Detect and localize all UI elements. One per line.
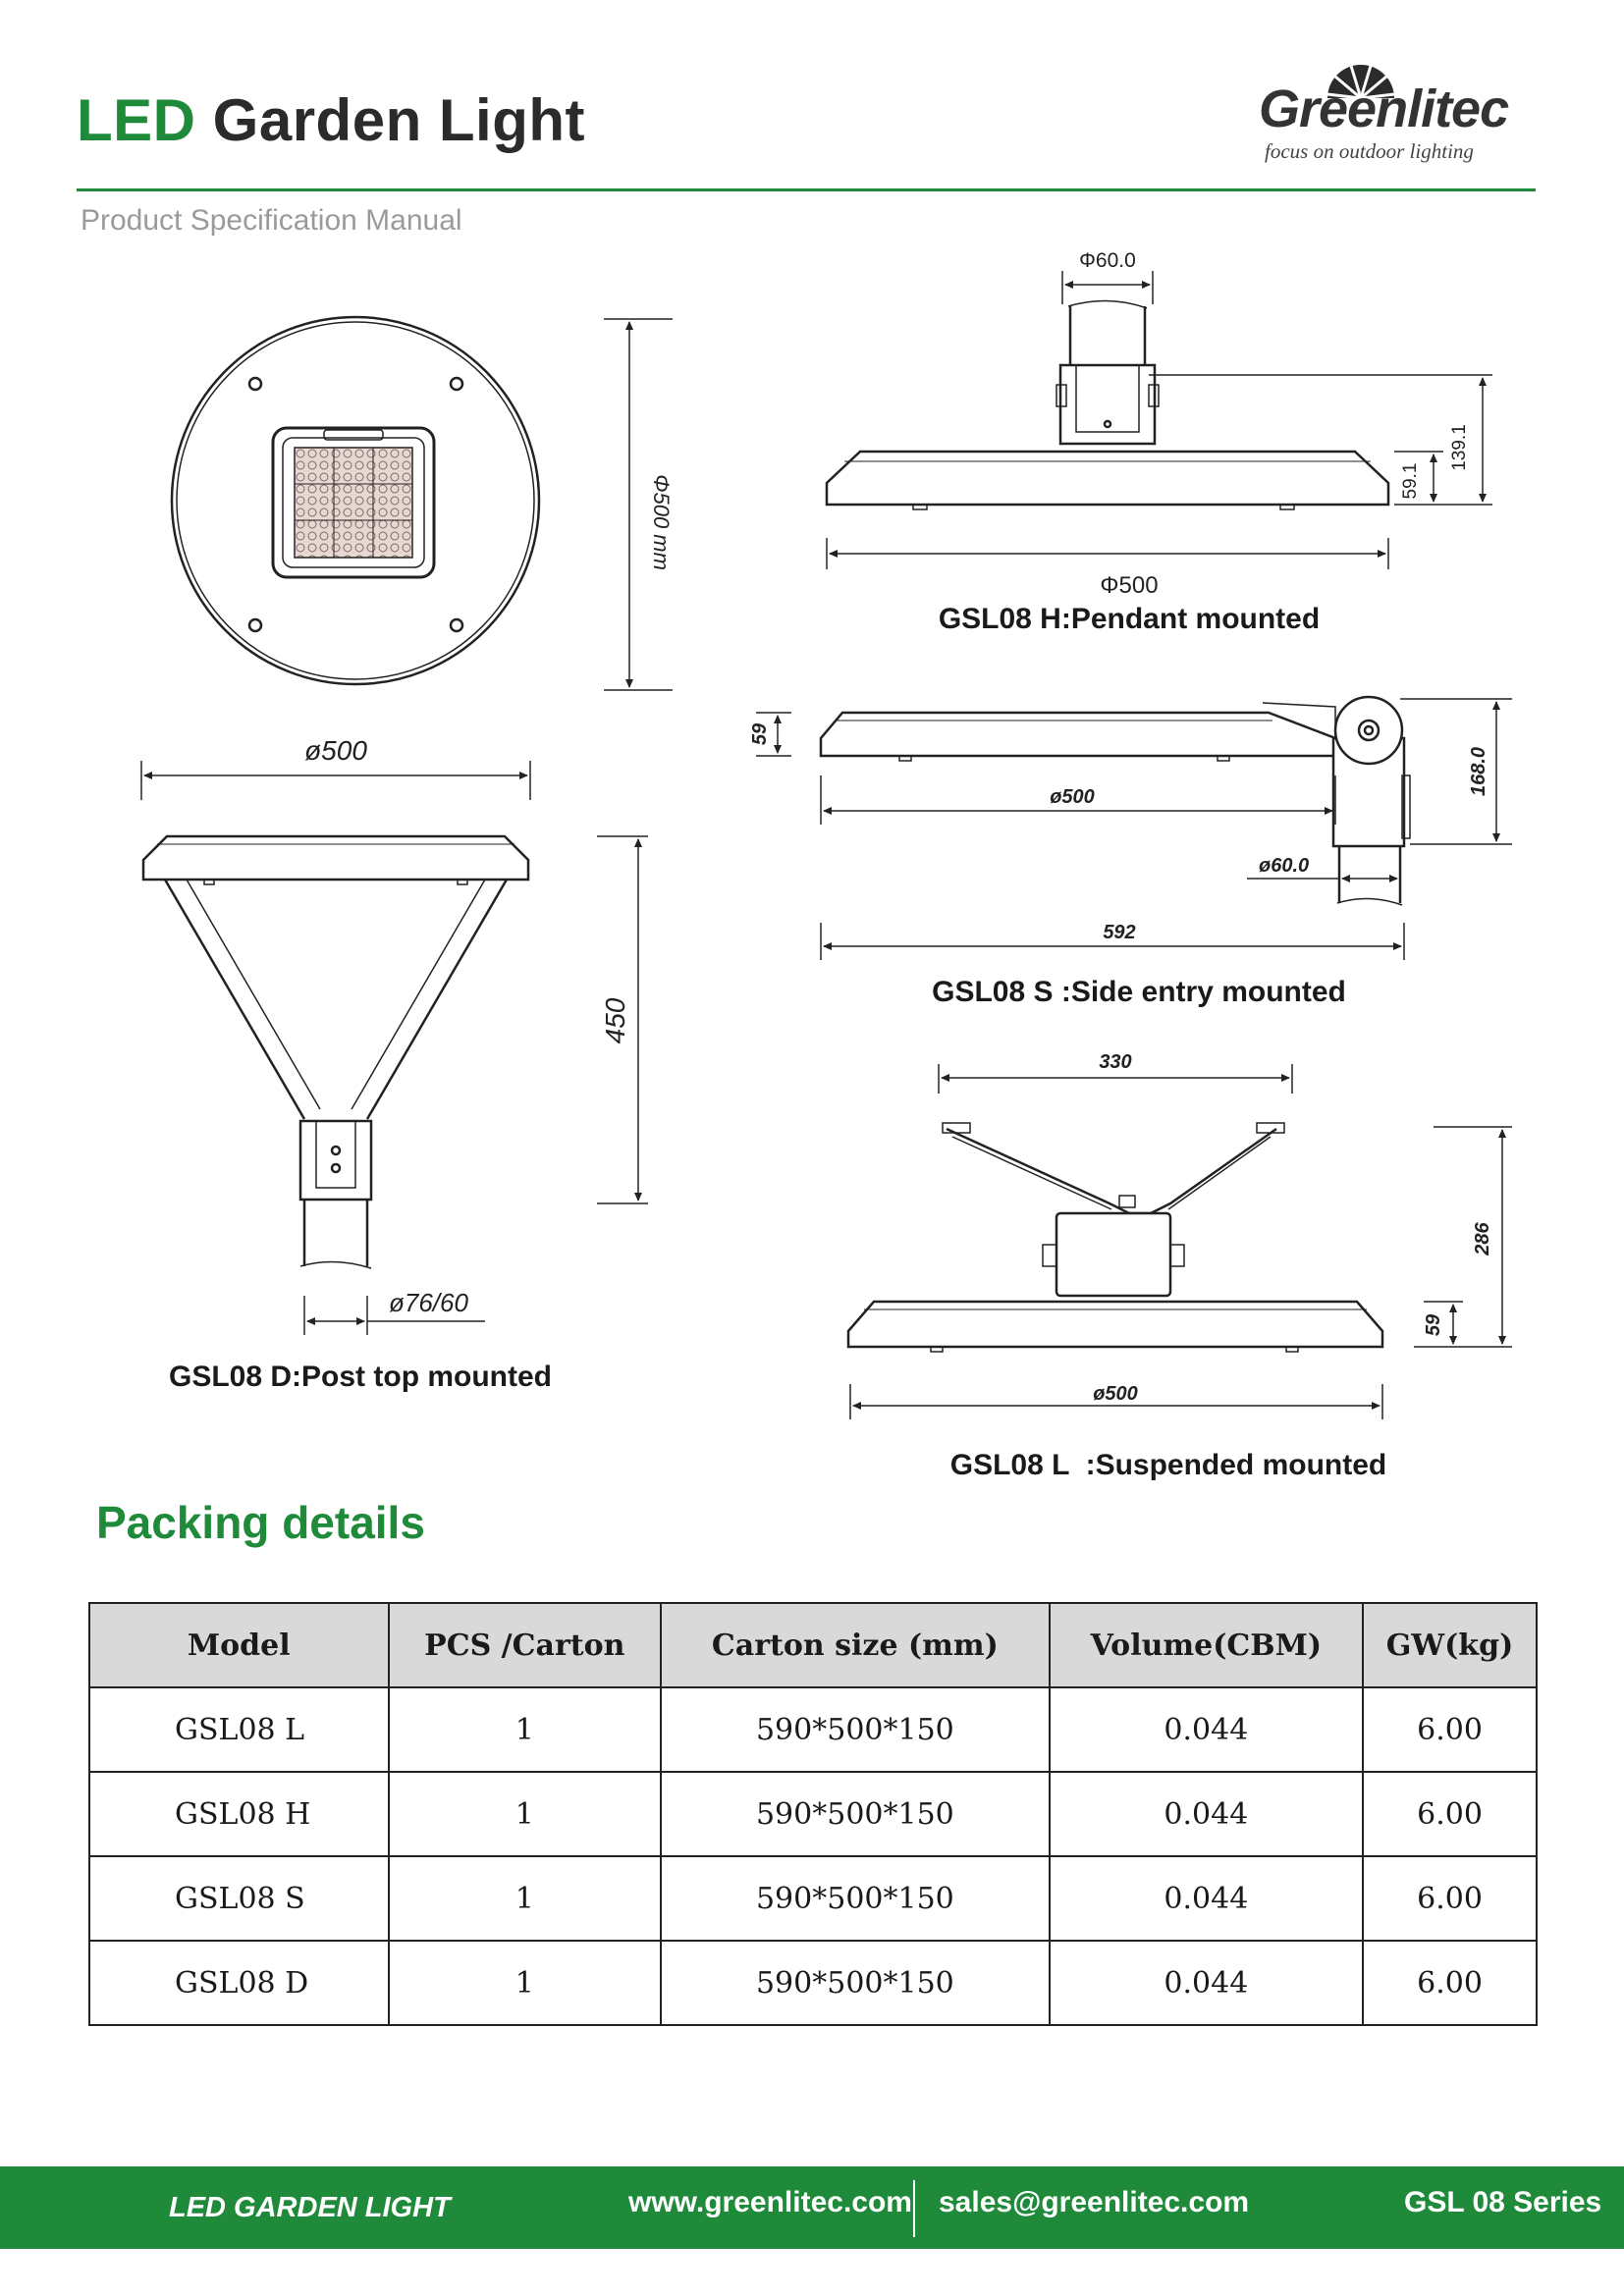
post-top-drawing [143, 836, 528, 1268]
cell-carton-size: 590*500*150 [661, 1687, 1050, 1772]
pendant-drawing [827, 300, 1388, 509]
suspended-dim-top: 330 [1099, 1051, 1132, 1073]
side-entry-dim-body: 59 [749, 722, 771, 746]
cell-volume: 0.044 [1050, 1941, 1363, 2025]
col-model: Model [89, 1603, 389, 1687]
col-gross-weight: GW(kg) [1363, 1603, 1537, 1687]
cell-volume: 0.044 [1050, 1856, 1363, 1941]
logo-tagline: focus on outdoor lighting [1265, 139, 1474, 163]
top-view-dim-label: Φ500 mm [649, 474, 674, 570]
page-subtitle: Product Specification Manual [81, 204, 462, 237]
pendant-caption: GSL08 H:Pendant mounted [938, 603, 1321, 635]
cell-carton-size: 590*500*150 [661, 1856, 1050, 1941]
suspended-dim-width: ø500 [1093, 1383, 1138, 1405]
suspended-dim-total: 286 [1472, 1222, 1493, 1255]
title-rest: Garden Light [212, 87, 586, 153]
suspended-dimensions [850, 1064, 1512, 1419]
title-accent: LED [77, 87, 196, 153]
post-top-dim-height: 450 [600, 997, 630, 1044]
footer-series-label: GSL 08 Series [1404, 2186, 1602, 2218]
cell-carton-size: 590*500*150 [661, 1772, 1050, 1856]
cell-pcs: 1 [389, 1941, 662, 2025]
cell-weight: 6.00 [1363, 1856, 1537, 1941]
cell-carton-size: 590*500*150 [661, 1941, 1050, 2025]
top-view-drawing [172, 317, 539, 684]
cell-model: GSL08 D [89, 1941, 389, 2025]
packing-heading: Packing details [96, 1497, 425, 1548]
footer-website-link[interactable]: www.greenlitec.com [628, 2186, 912, 2218]
footer-separator [913, 2180, 915, 2237]
post-top-dim-width: ø500 [304, 735, 367, 766]
cell-model: GSL08 H [89, 1772, 389, 1856]
pendant-dim-total: 139.1 [1449, 424, 1470, 471]
cell-pcs: 1 [389, 1772, 662, 1856]
col-volume: Volume(CBM) [1050, 1603, 1363, 1687]
pendant-dim-pole: Φ60.0 [1079, 249, 1136, 272]
side-entry-dim-pole: ø60.0 [1259, 855, 1310, 877]
suspended-caption: GSL08 L :Suspended mounted [949, 1449, 1387, 1481]
side-entry-caption: GSL08 S :Side entry mounted [932, 976, 1346, 1008]
cell-volume: 0.044 [1050, 1687, 1363, 1772]
cell-weight: 6.00 [1363, 1772, 1537, 1856]
post-top-dim-pole: ø76/60 [389, 1288, 468, 1317]
footer-bar [0, 2166, 1624, 2249]
side-entry-drawing [821, 697, 1410, 905]
cell-model: GSL08 S [89, 1856, 389, 1941]
cell-model: GSL08 L [89, 1687, 389, 1772]
pendant-dim-width: Φ500 [1100, 572, 1159, 599]
footer-product-label: LED GARDEN LIGHT [169, 2192, 451, 2223]
footer-email-link[interactable]: sales@greenlitec.com [939, 2186, 1250, 2218]
side-entry-dim-width: ø500 [1050, 786, 1095, 808]
table-row [89, 1856, 1537, 1941]
cell-weight: 6.00 [1363, 1687, 1537, 1772]
cell-pcs: 1 [389, 1687, 662, 1772]
pendant-dim-body: 59.1 [1400, 462, 1421, 500]
packing-table [88, 1602, 1538, 2026]
pendant-dimensions [827, 271, 1492, 569]
packing-table-header [89, 1603, 1537, 1687]
cell-volume: 0.044 [1050, 1772, 1363, 1856]
cell-weight: 6.00 [1363, 1941, 1537, 2025]
suspended-drawing [848, 1123, 1382, 1352]
table-row [89, 1687, 1537, 1772]
cell-pcs: 1 [389, 1856, 662, 1941]
logo-wordmark: Greenlitec [1259, 80, 1509, 138]
suspended-dim-body: 59 [1423, 1313, 1444, 1337]
post-top-caption: GSL08 D:Post top mounted [169, 1361, 552, 1393]
side-entry-dim-total: 168.0 [1468, 746, 1489, 797]
col-pcs-carton: PCS /Carton [389, 1603, 662, 1687]
col-carton-size: Carton size (mm) [661, 1603, 1050, 1687]
table-row [89, 1772, 1537, 1856]
table-row [89, 1941, 1537, 2025]
side-entry-dim-overall: 592 [1103, 922, 1136, 943]
